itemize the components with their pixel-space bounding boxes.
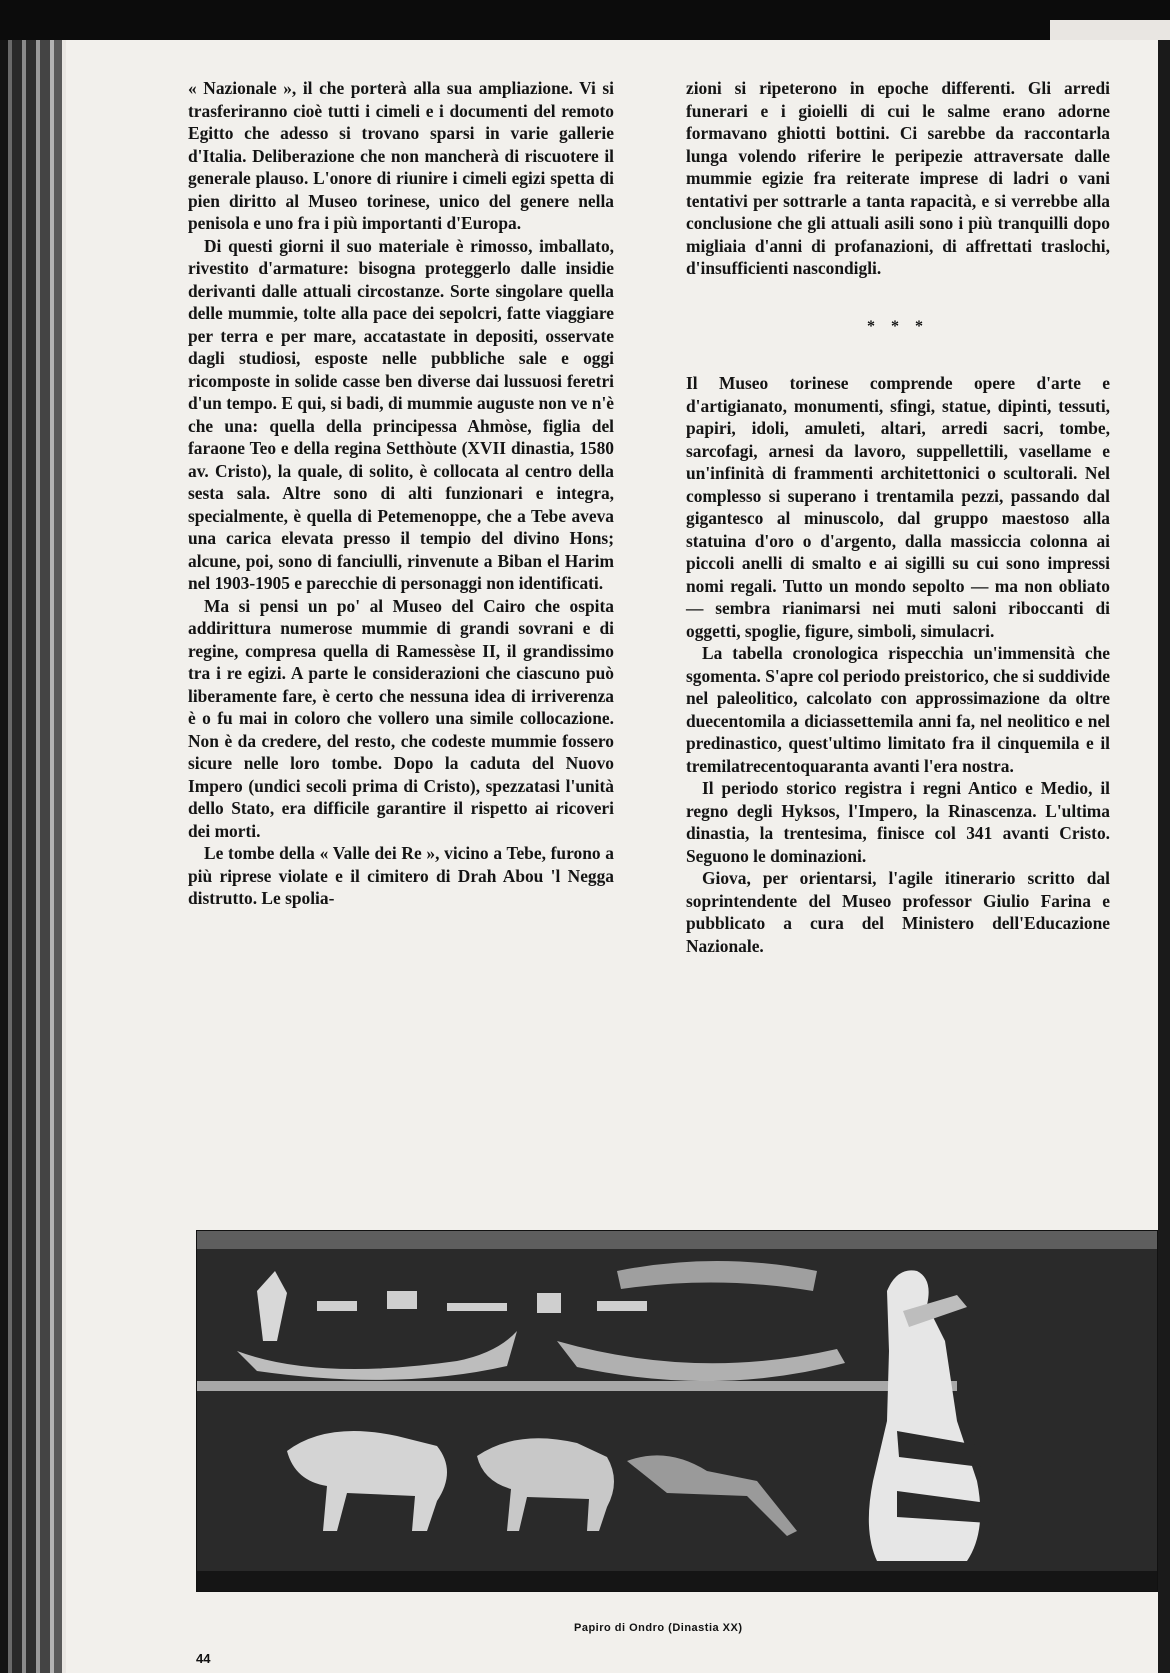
right-paragraph-2: La tabella cronologica rispecchia un'immensità che sgomenta. S'apre col periodo preistorico, che si suddivide nel paleolitico, calcolato con approssimazione da oltre duecentomila a diciassettemila anni fa, nel neolitico e nel predinastico, quest'ultimo limitato fra il cinquemila e il tremilatrecentoquaranta avanti l'era nostra. [686, 643, 1110, 776]
article-left-column [188, 77, 614, 910]
article-right-column [686, 77, 1110, 957]
right-paragraph-4: Giova, per orientarsi, l'agile itinerario scritto dal soprintendente del Museo professor Giulio Farina e pubblicato a cura del Ministero dell'Educazione Nazionale. [686, 868, 1110, 956]
figure-caption: Papiro di Ondro (Dinastia XX) [574, 1622, 743, 1634]
left-paragraph-2: Di questi giorni il suo materiale è rimosso, imballato, rivestito d'armature: bisogna proteggerlo dalle insidie derivanti dalle attuali circostanze. Sorte singolare quella delle mummie, tolte alla pace dei sepolcri, fatte viaggiare per terra e per mare, accatastate in depositi, osservate dagli studiosi, esposte nelle pubbliche sale e oggi ricomposte in solide casse ben diverse dai lussuosi feretri d'un tempo. E qui, si badi, di mummie auguste non ve n'è che una: quella della principessa Ahmòse, figlia del faraone Teo e della regina Setthòute (XVII dinastia, 1580 av. Cristo), la quale, di solito, è collocata al centro della sesta sala. Altre sono di alti funzionari e integra, specialmente, è quella di Petemenoppe, che a Tebe aveva una carica elevata presso il tempio del divino Hons; alcune, poi, sono di fanciulli, rinvenute a Biban el Harim nel 1903-1905 e parecchie di personaggi non identificati. [188, 235, 614, 593]
right-paragraph-3: Il periodo storico registra i regni Antico e Medio, il regno degli Hyksos, l'Impero, la Rinascenza. L'ultima dinastia, la trentesima, finisce col 341 avanti Cristo. Seguono le dominazioni. [686, 778, 1110, 866]
papyrus-photo [196, 1230, 1158, 1592]
left-paragraph-1: « Nazionale », il che porterà alla sua ampliazione. Vi si trasferiranno cioè tutti i cimeli e i documenti del remoto Egitto che adesso si trovano sparsi in varie gallerie d'Italia. Deliberazione che non mancherà di riscuotere il generale plauso. L'onore di riunire i cimeli egizi spetta di pien diritto al Museo torinese, unico del genere nella penisola e uno fra i più importanti d'Europa. [188, 78, 614, 233]
scan-corner [1050, 20, 1170, 42]
scan-top-border [0, 0, 1170, 40]
left-paragraph-3: Ma si pensi un po' al Museo del Cairo che ospita addirittura numerose mummie di grandi sovrani e di regine, compresa quella di Ramessèse II, il grandissimo tra i re egizi. A parte le considerazioni che ciascuno può liberamente fare, è certo che nessuna idea di irriverenza è o fu mai in coloro che vollero una simile collocazione. Non è da credere, del resto, che codeste mummie fossero sicure nelle loro tombe. Dopo la caduta del Nuovo Impero (undici secoli prima di Cristo), spezzatasi l'unità dello Stato, era difficile garantire il rispetto ai ricoveri dei morti. [188, 595, 614, 841]
section-separator: * * * [867, 317, 929, 335]
papyrus-illustration [197, 1231, 1157, 1591]
right-continuation: zioni si ripeterono in epoche differenti. Gli arredi funerari e i gioielli di cui le salme erano adorne formavano ghiotti bottini. Ci sarebbe da raccontarla lunga volendo riferire le peripezie attraversate dalle mummie egizie fra reiterate imprese di ladri o vani tentativi per sottrarle a tanta rapacità, e si verrebbe alla conclusione che gli attuali asili sono i più tranquilli dopo migliaia d'anni di profanazioni, di affrettati traslochi, d'insufficienti nascondigli. [686, 78, 1110, 278]
right-paragraph-1: Il Museo torinese comprende opere d'arte e d'artigianato, monumenti, sfingi, statue, dipinti, tessuti, papiri, idoli, amuleti, altari, arredi sacri, tombe, sarcofagi, arnesi da lavoro, suppellettili, vasellame e un'infinità di frammenti architettonici o scultorali. Nel complesso si superano i trentamila pezzi, passando dal gigantesco al minuscolo, dal gruppo maestoso alla statuina d'oro o d'argento, dalla massiccia colonna ai piccoli anelli di smalto e ai sigilli su cui sono impressi nomi regali. Tutto un mondo sepolto — ma non obliato — sembra rianimarsi nei muti saloni riboccanti di oggetti, spoglie, figure, simboli, simulacri. [686, 373, 1110, 641]
page-number: 44 [196, 1651, 211, 1666]
scan-right-border [1158, 40, 1170, 1673]
left-paragraph-4: Le tombe della « Valle dei Re », vicino a Tebe, furono a più riprese violate e il cimitero di Drah Abou 'l Negga distrutto. Le spolia- [188, 843, 614, 908]
book-page-edges [0, 40, 62, 1673]
